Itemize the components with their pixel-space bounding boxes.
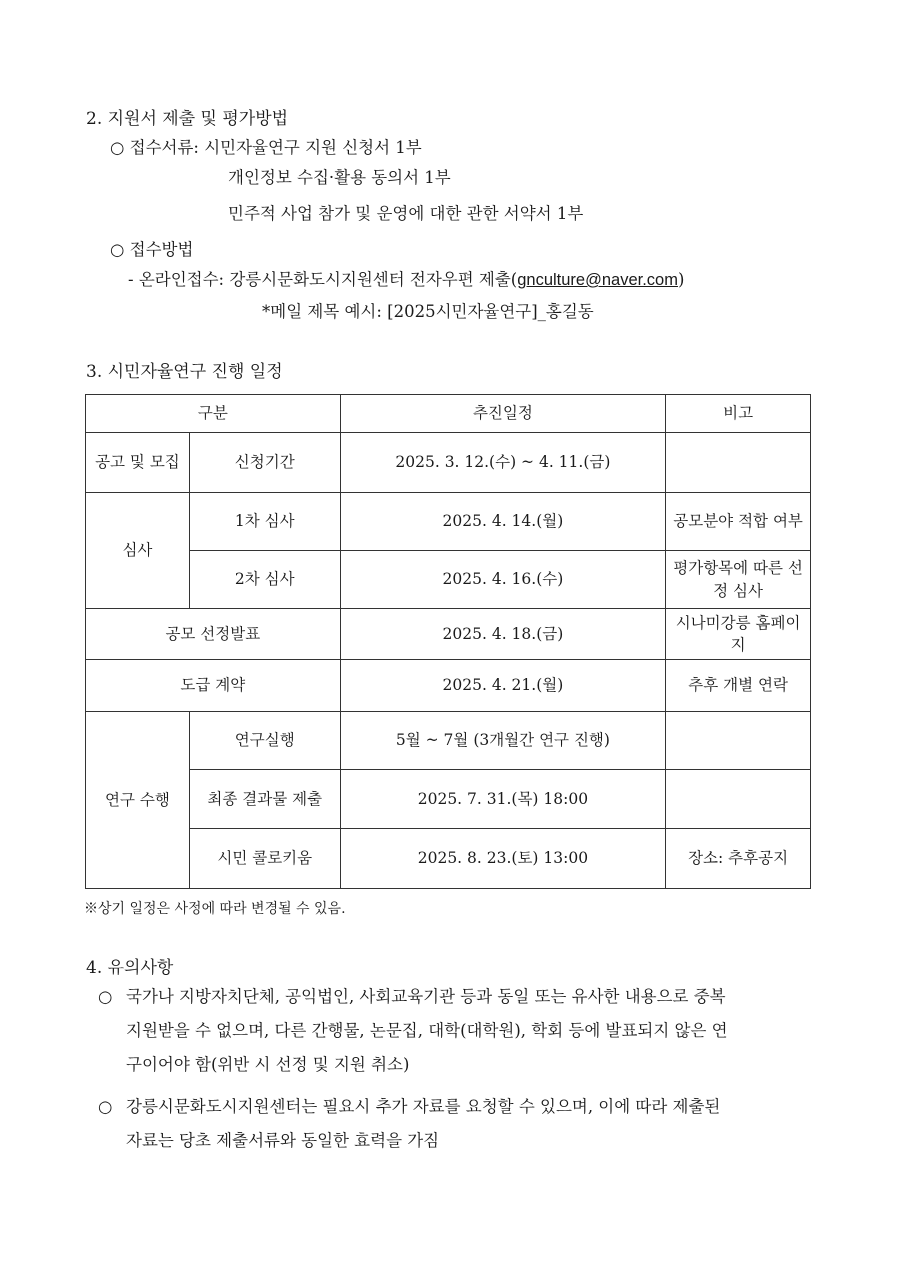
row-schedule: 2025. 4. 18.(금) bbox=[340, 609, 666, 660]
table-header-row bbox=[86, 395, 811, 433]
row-note: 장소: 추후공지 bbox=[666, 829, 811, 889]
schedule-footnote: ※상기 일정은 사정에 따라 변경될 수 있음. bbox=[84, 901, 346, 917]
row-item: 시민 콜로키움 bbox=[189, 829, 340, 889]
row-schedule: 2025. 7. 31.(목) 18:00 bbox=[340, 770, 666, 829]
bullet-circle-icon: ○ bbox=[98, 987, 113, 1006]
row-note: 공모분야 적합 여부 bbox=[666, 493, 811, 551]
row-item: 1차 심사 bbox=[189, 493, 340, 551]
notice-paragraph-2 bbox=[98, 1090, 812, 1158]
row-note: 평가항목에 따른 선정 심사 bbox=[666, 551, 811, 609]
online-submission-prefix: - 온라인접수: 강릉시문화도시지원센터 전자우편 제출( bbox=[128, 270, 518, 289]
table-row bbox=[86, 493, 811, 551]
row-schedule: 2025. 4. 14.(월) bbox=[340, 493, 666, 551]
header-schedule: 추진일정 bbox=[340, 395, 666, 433]
table-row bbox=[86, 609, 811, 660]
table-row bbox=[86, 551, 811, 609]
notice-2-text-1: 강릉시문화도시지원센터는 필요시 추가 자료를 요청할 수 있으며, 이에 따라 제출된 bbox=[126, 1097, 721, 1116]
bullet-circle-icon: ○ bbox=[98, 1097, 113, 1116]
notice-1-line-2: 지원받을 수 없으며, 다른 간행물, 논문집, 대학(대학원), 학회 등에 발표되지 않은 연 bbox=[126, 1021, 728, 1040]
row-item: 신청기간 bbox=[189, 433, 340, 493]
row-group: 연구 수행 bbox=[86, 712, 190, 889]
row-note: 시나미강릉 홈페이지 bbox=[666, 609, 811, 660]
row-schedule: 2025. 4. 21.(월) bbox=[340, 660, 666, 712]
table-row bbox=[86, 829, 811, 889]
row-note bbox=[666, 433, 811, 493]
table-row bbox=[86, 770, 811, 829]
schedule-table bbox=[85, 394, 811, 889]
submission-method-label: ○ 접수방법 bbox=[110, 240, 194, 259]
row-schedule: 2025. 3. 12.(수) ~ 4. 11.(금) bbox=[340, 433, 666, 493]
row-schedule: 5월 ~ 7월 (3개월간 연구 진행) bbox=[340, 712, 666, 770]
online-submission-suffix: ) bbox=[677, 270, 685, 289]
row-schedule: 2025. 8. 23.(토) 13:00 bbox=[340, 829, 666, 889]
row-note bbox=[666, 770, 811, 829]
row-group: 공모 선정발표 bbox=[86, 609, 341, 660]
table-row bbox=[86, 712, 811, 770]
notice-2-line-1 bbox=[98, 1090, 812, 1124]
email-link[interactable]: gnculture@naver.com bbox=[517, 271, 678, 289]
submission-doc-2: 개인정보 수집·활용 동의서 1부 bbox=[228, 168, 451, 187]
notice-1-line-1 bbox=[98, 980, 812, 1014]
row-schedule: 2025. 4. 16.(수) bbox=[340, 551, 666, 609]
table-row bbox=[86, 660, 811, 712]
row-group: 도급 계약 bbox=[86, 660, 341, 712]
header-category: 구분 bbox=[86, 395, 341, 433]
row-item: 최종 결과물 제출 bbox=[189, 770, 340, 829]
submission-docs-label: ○ 접수서류: 시민자율연구 지원 신청서 1부 bbox=[110, 138, 422, 157]
notice-2-line-2: 자료는 당초 제출서류와 동일한 효력을 가짐 bbox=[126, 1131, 440, 1150]
row-note bbox=[666, 712, 811, 770]
table-row bbox=[86, 433, 811, 493]
online-submission-line bbox=[128, 266, 684, 290]
row-note: 추후 개별 연락 bbox=[666, 660, 811, 712]
row-group: 공고 및 모집 bbox=[86, 433, 190, 493]
notice-1-text-1: 국가나 지방자치단체, 공익법인, 사회교육기관 등과 동일 또는 유사한 내용으로 중복 bbox=[126, 987, 726, 1006]
section-4-title: 4. 유의사항 bbox=[86, 958, 174, 978]
notice-paragraph-1 bbox=[98, 980, 812, 1082]
notice-1-line-3: 구이어야 함(위반 시 선정 및 지원 취소) bbox=[126, 1055, 410, 1074]
row-item: 2차 심사 bbox=[189, 551, 340, 609]
section-2-title: 2. 지원서 제출 및 평가방법 bbox=[86, 109, 289, 129]
section-3-title: 3. 시민자율연구 진행 일정 bbox=[86, 362, 283, 382]
header-note: 비고 bbox=[666, 395, 811, 433]
row-item: 연구실행 bbox=[189, 712, 340, 770]
submission-doc-3: 민주적 사업 참가 및 운영에 대한 관한 서약서 1부 bbox=[228, 204, 584, 223]
mail-subject-example: *메일 제목 예시: [2025시민자율연구]_홍길동 bbox=[262, 302, 594, 321]
row-group: 심사 bbox=[86, 493, 190, 609]
